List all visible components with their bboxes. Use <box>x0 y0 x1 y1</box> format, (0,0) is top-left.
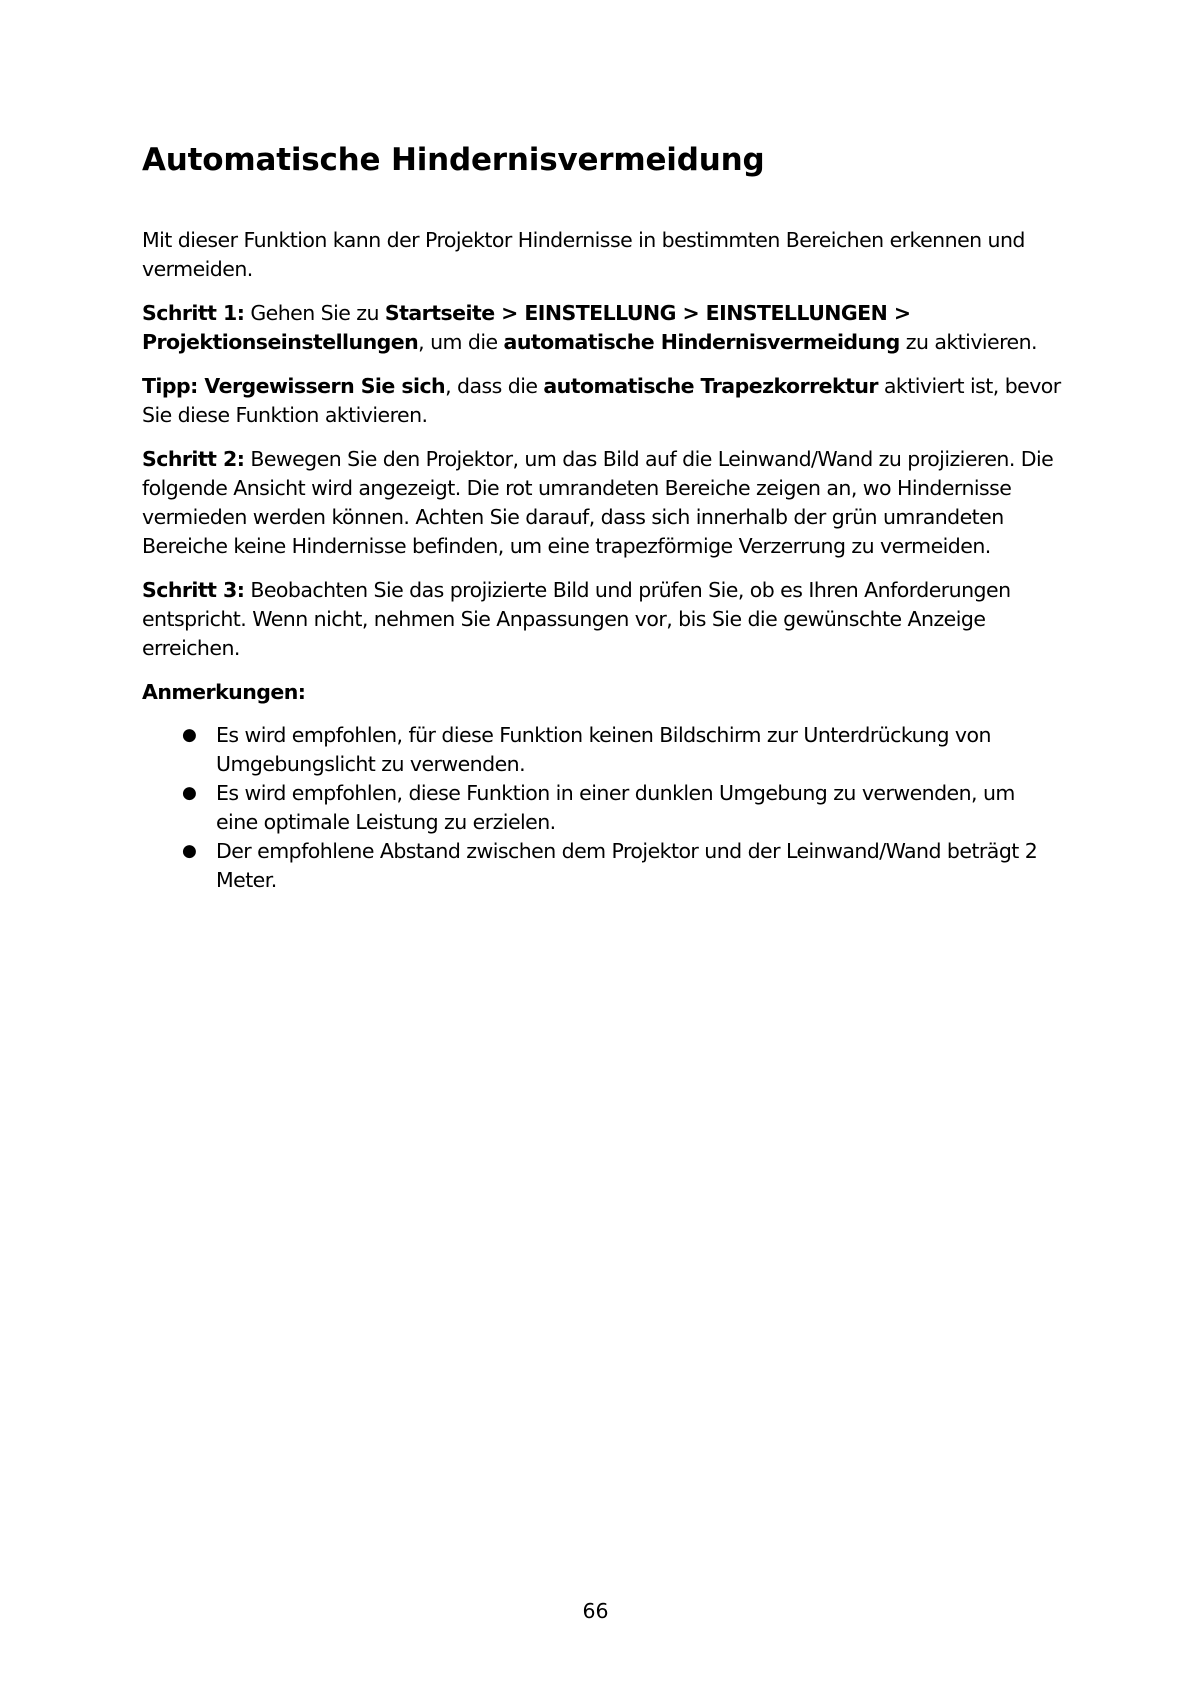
intro-paragraph: Mit dieser Funktion kann der Projektor Hindernisse in bestimmten Bereichen erkennen und vermeiden. <box>142 228 1025 281</box>
step-1-paragraph <box>142 299 1062 357</box>
step-1-text-b: , um die <box>418 330 504 354</box>
page-title: Automatische Hindernisvermeidung <box>142 142 765 178</box>
tip-text-b: aktiviert ist, bevor Sie diese Funktion aktivieren. <box>142 374 1061 427</box>
step-2-label: Schritt 2: <box>142 447 245 471</box>
bullet-icon: ● <box>182 841 197 861</box>
notes-heading-label: Anmerkungen: <box>142 680 306 704</box>
step-3-text: Beobachten Sie das projizierte Bild und prüfen Sie, ob es Ihren Anforderungen entspricht. Wenn nicht, nehmen Sie Anpassungen vor, bis Sie die gewünschte Anzeige erreichen. <box>142 578 1011 660</box>
step-1-text-a: Gehen Sie zu <box>244 301 385 325</box>
bullet-icon: ● <box>182 725 197 745</box>
step-1-text-c: zu aktivieren. <box>899 330 1038 354</box>
tip-text-a: , dass die <box>445 374 544 398</box>
list-item <box>142 721 1062 779</box>
bullet-icon: ● <box>182 783 197 803</box>
list-item-text: Der empfohlene Abstand zwischen dem Projektor und der Leinwand/Wand beträgt 2 Meter. <box>216 839 1038 892</box>
list-item <box>142 779 1062 837</box>
notes-list <box>142 721 1062 895</box>
step-3-label: Schritt 3: <box>142 578 245 602</box>
step-3-paragraph <box>142 576 1062 663</box>
tip-feature: automatische Trapezkorrektur <box>543 374 878 398</box>
page-number: 66 <box>582 1599 609 1623</box>
list-item-text: Es wird empfohlen, diese Funktion in einer dunklen Umgebung zu verwenden, um eine optimale Leistung zu erzielen. <box>216 781 1015 834</box>
step-2-paragraph <box>142 445 1062 561</box>
list-item <box>142 837 1062 895</box>
tip-label: Tipp: Vergewissern Sie sich <box>142 374 446 398</box>
step-1-feature: automatische Hindernisvermeidung <box>503 330 900 354</box>
tip-paragraph <box>142 372 1062 430</box>
notes-heading <box>142 678 1062 707</box>
step-1-menu-path: Startseite > EINSTELLUNG > EINSTELLUNGEN > Projektionseinstellungen <box>142 301 911 354</box>
document-page <box>142 140 1062 895</box>
step-2-text: Bewegen Sie den Projektor, um das Bild auf die Leinwand/Wand zu projizieren. Die folgende Ansicht wird angezeigt. Die rot umrandeten Bereiche zeigen an, wo Hindernisse vermieden werden können. Achten Sie darauf, dass sich innerhalb der grün umrandeten Bereiche keine Hindernisse befinden, um eine trapezförmige Verzerrung zu vermeiden. <box>142 447 1054 558</box>
list-item-text: Es wird empfohlen, für diese Funktion keinen Bildschirm zur Unterdrückung von Umgebungslicht zu verwenden. <box>216 723 991 776</box>
step-1-label: Schritt 1: <box>142 301 245 325</box>
